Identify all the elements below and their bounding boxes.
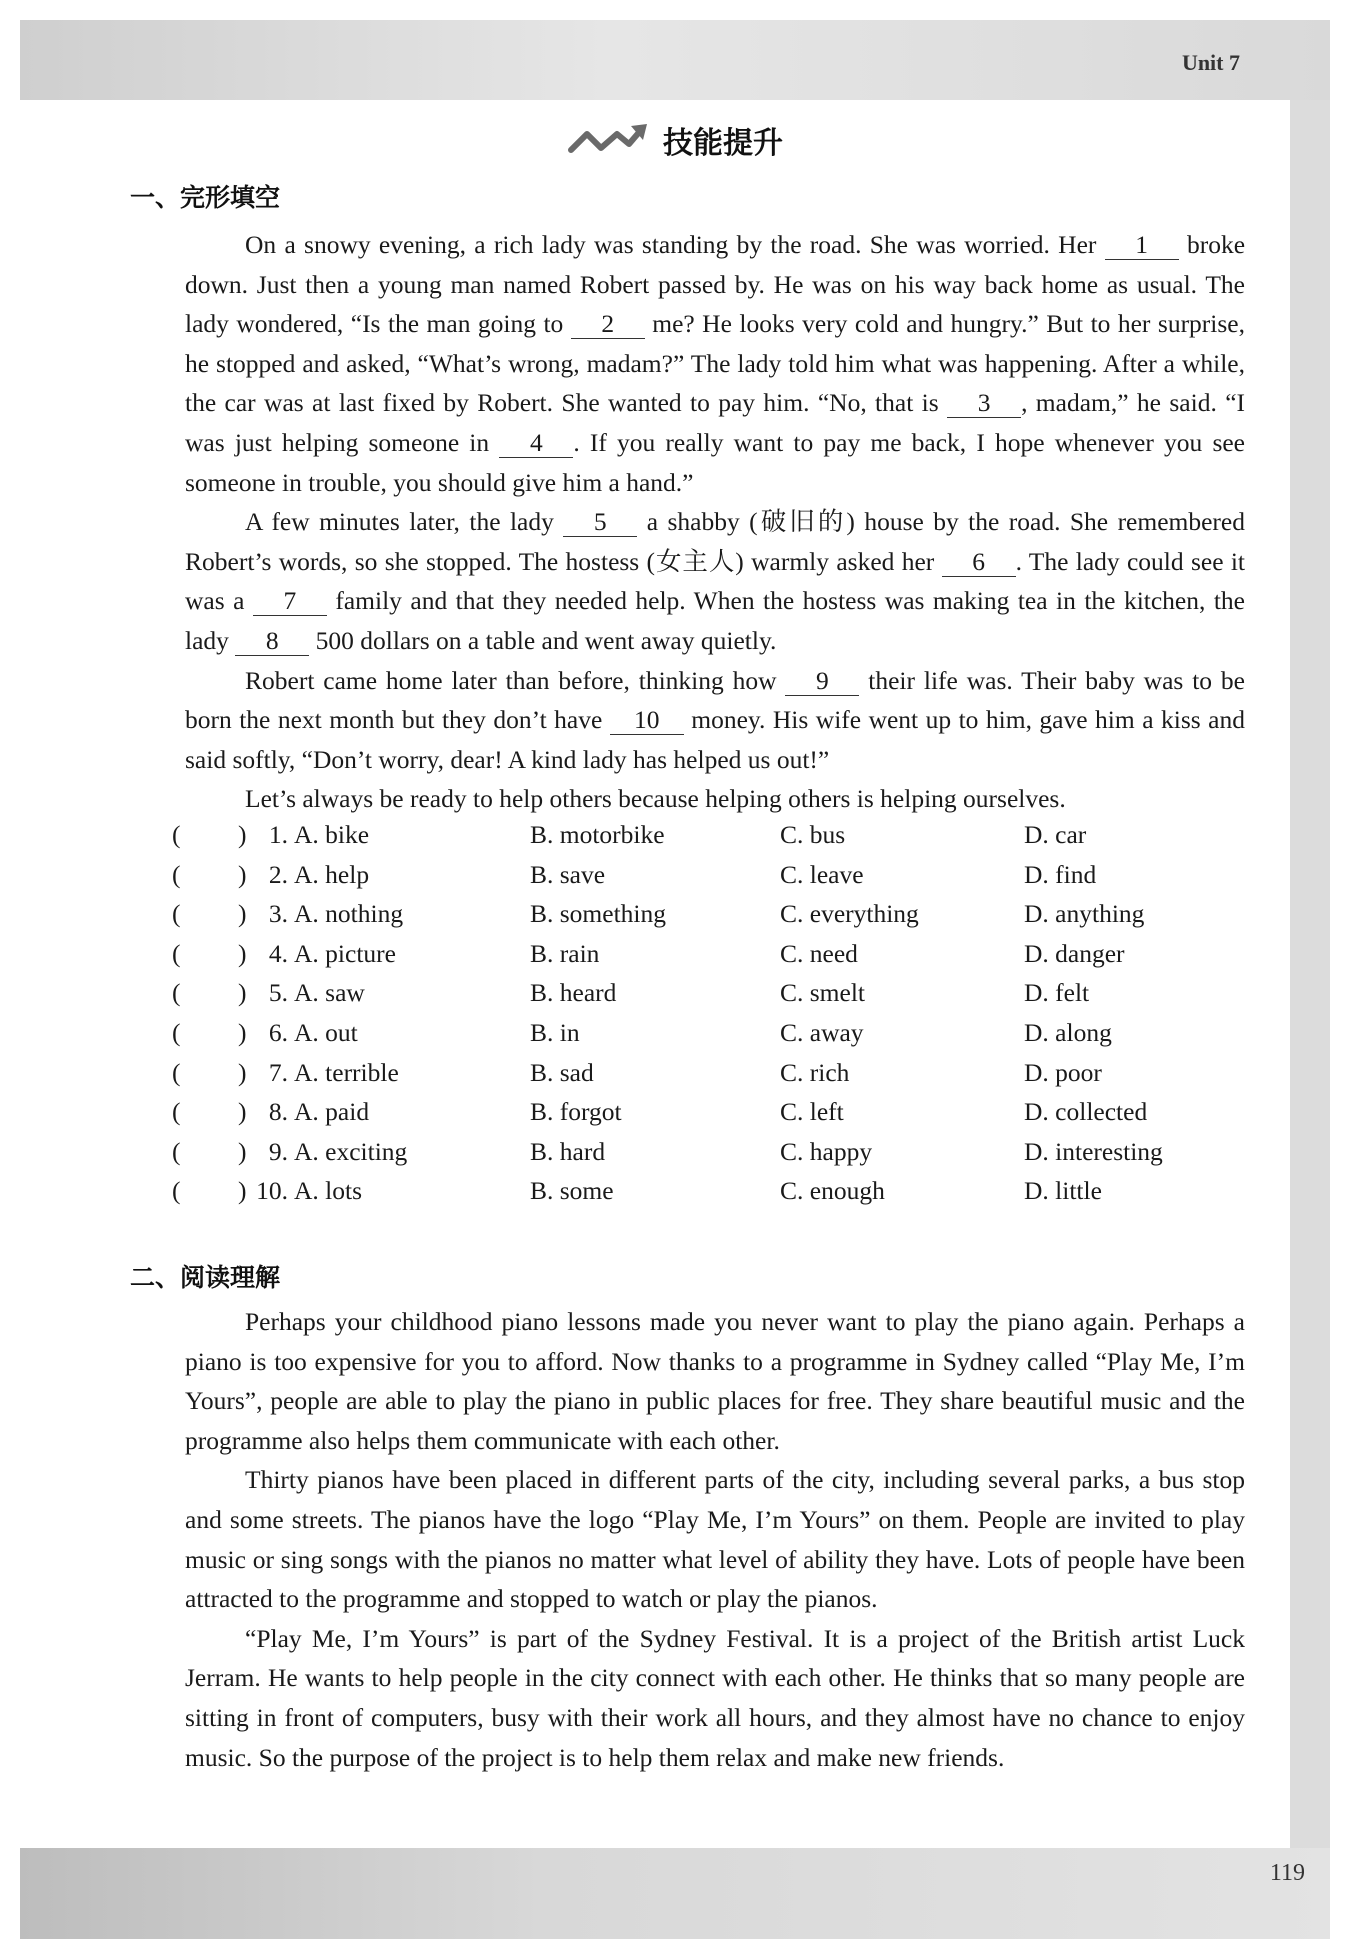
- cloze-paragraph-2: [185, 502, 1245, 660]
- question-number: 10.: [256, 1176, 288, 1206]
- answer-paren-close: ): [238, 1176, 247, 1206]
- answer-paren-open[interactable]: (: [172, 1017, 181, 1047]
- option-c: C. away: [780, 1017, 864, 1047]
- question-number: 3.: [268, 899, 288, 929]
- option-a: A. saw: [294, 978, 365, 1008]
- passage-text: a shabby (破旧的) house by the road. She remembered Robert’s words, so she stopped. The hostess (女主人) warmly asked her: [185, 507, 1245, 576]
- option-c: C. enough: [780, 1176, 885, 1206]
- option-a: A. bike: [294, 820, 370, 849]
- answer-paren-open[interactable]: (: [172, 1057, 181, 1087]
- footer-band: [20, 1848, 1330, 1939]
- passage-text: Robert came home later than before, thinking how: [245, 665, 786, 695]
- cloze-blank: 5: [563, 508, 637, 537]
- question-row: [172, 899, 1272, 939]
- option-d: D. poor: [1024, 1057, 1102, 1087]
- cloze-blank: 6: [942, 548, 1016, 577]
- cloze-blank: 9: [785, 667, 859, 696]
- option-a: A. lots: [294, 1176, 363, 1206]
- cloze-blank: 4: [499, 429, 573, 458]
- answer-paren-close: ): [238, 820, 247, 849]
- reading-paragraph: “Play Me, I’m Yours” is part of the Sydney Festival. It is a project of the British artist Luck Jerram. He wants to help people in the city connect with each other. He thinks that so many people are sitting in front of computers, busy with their work all hours, and they almost have no chance to enjoy music. So the purpose of the project is to help them relax and make new friends.: [185, 1623, 1245, 1772]
- passage-text: their life was. Their baby was to be born the next month but they don’t have: [185, 665, 1245, 735]
- option-a: A. paid: [294, 1097, 370, 1127]
- option-a: A. out: [294, 1017, 358, 1047]
- question-number: 8.: [268, 1097, 288, 1127]
- question-number: 7.: [268, 1057, 288, 1087]
- question-number: 4.: [268, 938, 288, 968]
- answer-paren-open[interactable]: (: [172, 820, 181, 849]
- cloze-paragraph-1: [185, 225, 1245, 502]
- question-row: [172, 1097, 1272, 1137]
- option-d: D. find: [1024, 859, 1097, 889]
- passage-text: , madam,” he said. “I was just helping someone in: [185, 388, 1245, 457]
- cloze-passage: [185, 225, 1245, 819]
- option-c: C. happy: [780, 1136, 873, 1166]
- answer-paren-close: ): [238, 1097, 247, 1127]
- question-number: 5.: [268, 978, 288, 1008]
- option-d: D. anything: [1024, 899, 1145, 929]
- question-number: 9.: [268, 1136, 288, 1166]
- reading-paragraph: Perhaps your childhood piano lessons made you never want to play the piano again. Perhaps a piano is too expensive for you to afford. Now thanks to a programme in Sydney called “Play Me, I’m Yours”, people are able to play the piano in public places for free. They share beautiful music and the programme also helps them communicate with each other.: [185, 1307, 1245, 1455]
- question-row: [172, 1137, 1272, 1177]
- option-d: D. felt: [1024, 978, 1090, 1008]
- answer-paren-open[interactable]: (: [172, 859, 181, 889]
- option-b: B. hard: [530, 1136, 606, 1166]
- option-b: B. motorbike: [530, 820, 665, 849]
- option-c: C. need: [780, 938, 858, 968]
- option-a: A. picture: [294, 938, 396, 968]
- question-row: [172, 860, 1272, 900]
- question-row: [172, 820, 1272, 860]
- header-band: [20, 20, 1330, 100]
- passage-text: A few minutes later, the lady: [245, 507, 564, 537]
- question-row: [172, 1058, 1272, 1098]
- option-a: A. exciting: [294, 1136, 408, 1166]
- option-d: D. little: [1024, 1176, 1102, 1206]
- question-number: 2.: [268, 859, 288, 889]
- answer-paren-open[interactable]: (: [172, 938, 181, 968]
- answer-paren-close: ): [238, 859, 247, 889]
- section1-heading: 一、完形填空: [130, 183, 281, 212]
- answer-paren-close: ): [238, 978, 247, 1008]
- question-row: [172, 1018, 1272, 1058]
- option-b: B. in: [530, 1017, 580, 1047]
- banner-title: 技能提升: [663, 126, 783, 161]
- zigzag-arrow-icon: [567, 122, 649, 158]
- passage-text: broke down. Just then a young man named Robert passed by. He was on his way back home as usual. The lady wondered, “Is the man going to: [185, 230, 1246, 339]
- option-c: C. leave: [780, 859, 864, 889]
- passage-text: On a snowy evening, a rich lady was standing by the road. She was worried. Her: [245, 230, 1105, 259]
- answer-paren-open[interactable]: (: [172, 1136, 181, 1166]
- option-c: C. bus: [780, 820, 846, 849]
- cloze-blank: 1: [1105, 231, 1179, 260]
- answer-paren-open[interactable]: (: [172, 899, 181, 929]
- option-a: A. help: [294, 859, 370, 889]
- option-c: C. everything: [780, 899, 919, 929]
- option-d: D. along: [1024, 1017, 1112, 1047]
- cloze-paragraph-3: [185, 661, 1245, 780]
- passage-text: money. His wife went up to him, gave him a kiss and said softly, “Don’t worry, dear! A kind lady has helped us out!”: [185, 705, 1245, 774]
- passage-text: . If you really want to pay me back, I hope whenever you see someone in trouble, you should give him a hand.”: [185, 427, 1246, 497]
- option-c: C. rich: [780, 1057, 850, 1087]
- option-b: B. something: [530, 899, 667, 929]
- option-b: B. heard: [530, 978, 617, 1008]
- option-d: D. interesting: [1024, 1136, 1163, 1166]
- cloze-blank: 8: [235, 627, 309, 656]
- question-row: [172, 939, 1272, 979]
- option-a: A. nothing: [294, 899, 404, 929]
- answer-paren-open[interactable]: (: [172, 978, 181, 1008]
- cloze-blank: 3: [947, 389, 1021, 418]
- option-b: B. save: [530, 859, 606, 889]
- answer-paren-close: ): [238, 938, 247, 968]
- option-c: C. left: [780, 1097, 844, 1127]
- passage-text: 500 dollars on a table and went away quietly.: [309, 625, 777, 655]
- question-row: [172, 978, 1272, 1018]
- unit-label: Unit 7: [1181, 50, 1240, 75]
- cloze-paragraph-4: Let’s always be ready to help others because helping others is helping ourselves.: [245, 784, 1066, 814]
- passage-text: me? He looks very cold and hungry.” But to her surprise, he stopped and asked, “What’s wrong, madam?” The lady told him what was happening. After a while, the car was at last fixed by Robert. She wanted to pay him. “No, that is: [185, 309, 1245, 418]
- section-banner: [0, 112, 1350, 168]
- option-b: B. forgot: [530, 1097, 622, 1127]
- answer-paren-close: ): [238, 1136, 247, 1166]
- passage-text: family and that they needed help. When the hostess was making tea in the kitchen, the lady: [185, 586, 1245, 655]
- option-b: B. sad: [530, 1057, 594, 1087]
- question-number: 1.: [268, 820, 288, 849]
- section2-heading: 二、阅读理解: [130, 1263, 281, 1292]
- cloze-blank: 10: [610, 706, 684, 735]
- option-a: A. terrible: [294, 1057, 399, 1087]
- option-d: D. danger: [1024, 938, 1125, 968]
- answer-paren-open[interactable]: (: [172, 1097, 181, 1127]
- answer-paren-close: ): [238, 1057, 247, 1087]
- page-number: 119: [1269, 1860, 1305, 1886]
- question-list: [172, 820, 1272, 1216]
- answer-paren-open[interactable]: (: [172, 1176, 181, 1206]
- question-number: 6.: [268, 1017, 288, 1047]
- option-c: C. smelt: [780, 978, 866, 1008]
- question-row: [172, 1176, 1272, 1216]
- option-b: B. rain: [530, 938, 600, 968]
- passage-text: . The lady could see it was a: [185, 546, 1246, 616]
- option-d: D. car: [1024, 820, 1087, 849]
- reading-passage: [185, 1302, 1245, 1777]
- reading-paragraph: Thirty pianos have been placed in different parts of the city, including several parks, a bus stop and some streets. The pianos have the logo “Play Me, I’m Yours” on them. People are invited to play music or sing songs with the pianos no matter what level of ability they have. Lots of people have been attracted to the programme and stopped to watch or play the pianos.: [185, 1465, 1245, 1614]
- cloze-blank: 2: [571, 310, 645, 339]
- answer-paren-close: ): [238, 1017, 247, 1047]
- cloze-blank: 7: [253, 587, 327, 616]
- option-d: D. collected: [1024, 1097, 1148, 1127]
- option-b: B. some: [530, 1176, 614, 1206]
- answer-paren-close: ): [238, 899, 247, 929]
